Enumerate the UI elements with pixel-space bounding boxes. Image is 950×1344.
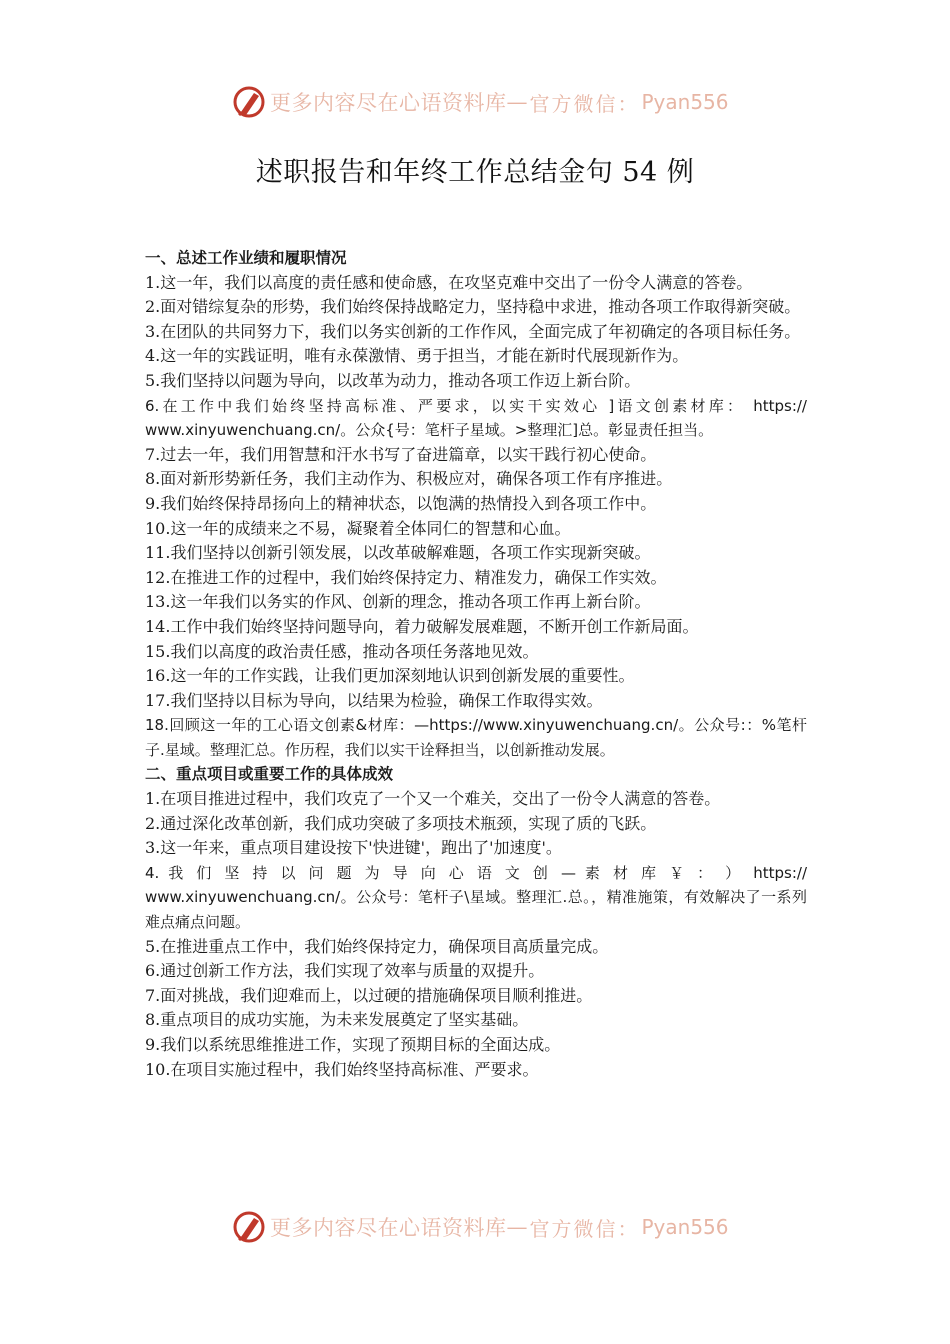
list-item: 5.在推进重点工作中，我们始终保持定力，确保项目高质量完成。 xyxy=(145,936,609,956)
list-item: www.xinyuwenchuang.cn/。公众号：笔杆子\星域。整理汇.总。，精准施策，有效解决了一系列难点痛点问题。 xyxy=(145,888,807,932)
banner-main-text: 更多内容尽在心语资料库 xyxy=(270,91,507,115)
banner-wechat-id: Pyan556 xyxy=(641,1215,729,1239)
list-item: 17.我们坚持以目标为导向，以结果为检验，确保工作取得实效。 xyxy=(145,690,603,710)
list-item: 10.在项目实施过程中，我们始终坚持高标准、严要求。 xyxy=(145,1059,539,1079)
section-heading: 二、重点项目或重要工作的具体成效 xyxy=(145,765,394,784)
list-item: 6.通过创新工作方法，我们实现了效率与质量的双提升。 xyxy=(145,961,545,981)
page-title: 述职报告和年终工作总结金句 54 例 xyxy=(255,157,695,188)
list-item: 14.工作中我们始终坚持问题导向，着力破解发展难题，不断开创工作新局面。 xyxy=(145,616,699,636)
list-item: 8.重点项目的成功实施，为未来发展奠定了坚实基础。 xyxy=(145,1010,529,1030)
list-item: 16.这一年的工作实践，让我们更加深刻地认识到创新发展的重要性。 xyxy=(145,666,635,686)
banner-main-text: 更多内容尽在心语资料库 xyxy=(270,1216,507,1240)
list-item: 6.在工作中我们始终坚持高标准、严要求，以实干实效心 ]语文创素材库： https:// www.xinyuwenchuang.cn/。公众{号：笔杆子星域。>整理汇]总。彰显责任担当。 xyxy=(145,396,807,440)
footer-banner xyxy=(0,1207,950,1247)
banner-wechat-label: 官方微信： xyxy=(529,1216,640,1241)
header-banner xyxy=(0,82,950,122)
list-item: 3.这一年来，重点项目建设按下'快进键'，跑出了'加速度'。 xyxy=(145,838,562,858)
list-item: 3.在团队的共同努力下，我们以务实创新的工作作风，全面完成了年初确定的各项目标任务。 xyxy=(145,321,801,341)
banner-wechat-label: 官方微信： xyxy=(529,91,640,116)
list-item: 11.我们坚持以创新引领发展，以改革破解难题，各项工作实现新突破。 xyxy=(145,543,651,563)
list-item: 4. 我 们 坚 持 以 问 题 为 导 向 心 语 文 创 — 素 材 库 ￥ ： ） https:// xyxy=(145,863,807,882)
list-item: 5.我们坚持以问题为导向，以改革为动力，推动各项工作迈上新台阶。 xyxy=(145,370,641,390)
list-item: 1.这一年，我们以高度的责任感和使命感，在攻坚克难中交出了一份令人满意的答卷。 xyxy=(145,272,753,292)
document-body xyxy=(145,246,807,1082)
list-item: 7.面对挑战，我们迎难而上，以过硬的措施确保项目顺利推进。 xyxy=(145,985,593,1005)
list-item: 10.这一年的成绩来之不易，凝聚着全体同仁的智慧和心血。 xyxy=(145,518,571,538)
list-item: 2.通过深化改革创新，我们成功突破了多项技术瓶颈，实现了质的飞跃。 xyxy=(145,813,657,833)
pen-nib-logo-icon xyxy=(232,1210,266,1244)
pen-nib-logo-icon xyxy=(232,85,266,119)
list-item: 7.过去一年，我们用智慧和汗水书写了奋进篇章，以实干践行初心使命。 xyxy=(145,444,657,464)
list-item: 9.我们以系统思维推进工作，实现了预期目标的全面达成。 xyxy=(145,1035,561,1054)
list-item: 9.我们始终保持昂扬向上的精神状态，以饱满的热情投入到各项工作中。 xyxy=(145,493,657,513)
banner-separator: — xyxy=(506,1215,528,1239)
section-heading: 一、总述工作业绩和履职情况 xyxy=(145,249,347,267)
list-item: 12.在推进工作的过程中，我们始终保持定力、精准发力，确保工作实效。 xyxy=(145,567,667,587)
banner-separator: — xyxy=(506,90,528,114)
list-item: 8.面对新形势新任务，我们主动作为、积极应对，确保各项工作有序推进。 xyxy=(145,469,673,489)
list-item: 4.这一年的实践证明，唯有永葆激情、勇于担当，才能在新时代展现新作为。 xyxy=(145,346,689,366)
list-item: 15.我们以高度的政治责任感，推动各项任务落地见效。 xyxy=(145,641,539,661)
list-item: 13.这一年我们以务实的作风、创新的理念，推动各项工作再上新台阶。 xyxy=(145,592,651,612)
list-item: 2.面对错综复杂的形势，我们始终保持战略定力，坚持稳中求进，推动各项工作取得新突破。 xyxy=(145,297,801,317)
list-item: 1.在项目推进过程中，我们攻克了一个又一个难关，交出了一份令人满意的答卷。 xyxy=(145,789,721,809)
banner-wechat-id: Pyan556 xyxy=(641,90,729,114)
list-item: 18.回顾这一年的工心语文创素&材库：—https://www.xinyuwenchuang.cn/。公众号:：%笔杆子.星域。整理汇总。作历程，我们以实干诠释担当，以创新推动发展。 xyxy=(145,716,807,759)
